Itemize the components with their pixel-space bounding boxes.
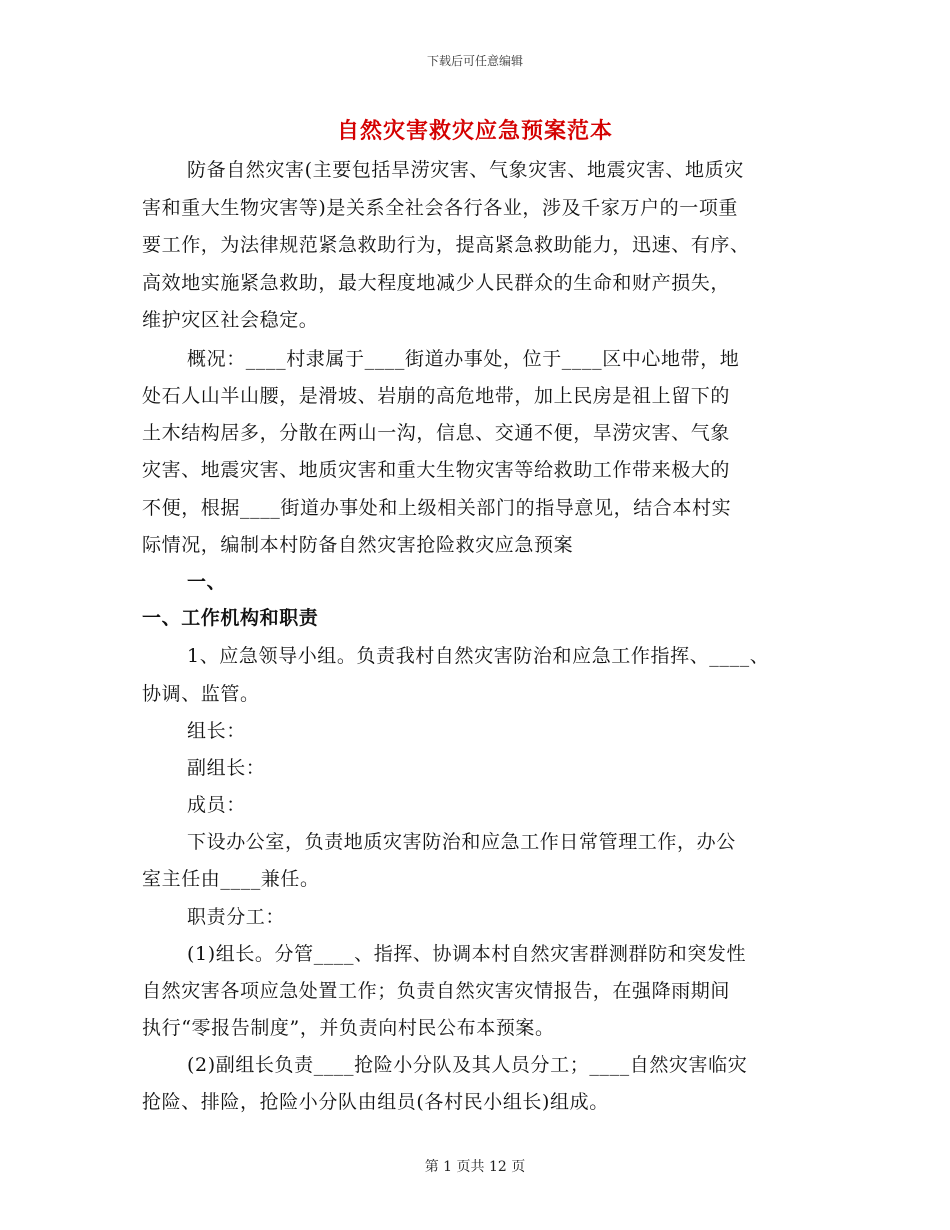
paragraph-line: (1)组长。分管____、指挥、协调本村自然灾害群测群防和突发性: [187, 943, 747, 965]
page-header: 下载后可任意编辑: [426, 54, 523, 68]
paragraph-line: 灾害、地震灾害、地质灾害和重大生物灾害等给救助工作带来极大的: [142, 459, 731, 481]
paragraph-line: 执行“零报告制度”，并负责向村民公布本预案。: [142, 1017, 555, 1039]
paragraph-line: 自然灾害各项应急处置工作；负责自然灾害灾情报告，在强降雨期间: [142, 980, 731, 1002]
paragraph-line: 概况：____村隶属于____街道办事处，位于____区中心地带，地: [187, 348, 740, 370]
paragraph-line: 维护灾区社会稳定。: [142, 309, 319, 331]
paragraph-line: 1、应急领导小组。负责我村自然灾害防治和应急工作指挥、____、: [187, 645, 770, 667]
document-title: 自然灾害救灾应急预案范本: [336, 118, 613, 144]
paragraph-line: 不便，根据____街道办事处和上级相关部门的指导意见，结合本村实: [142, 497, 732, 519]
paragraph-line: 际情况，编制本村防备自然灾害抢险救灾应急预案: [142, 534, 574, 556]
paragraph-line: 害和重大生物灾害等)是关系全社会各行各业，涉及千家万户的一项重: [142, 197, 739, 219]
paragraph-line: 要工作，为法律规范紧急救助行为，提高紧急救助能力，迅速、有序、: [142, 234, 750, 256]
paragraph-line: 协调、监管。: [142, 683, 260, 705]
paragraph-line: 下设办公室，负责地质灾害防治和应急工作日常管理工作，办公: [187, 831, 736, 853]
paragraph-line: 室主任由____兼任。: [142, 868, 320, 890]
role-line: 副组长：: [187, 757, 266, 779]
paragraph-line: 防备自然灾害(主要包括旱涝灾害、气象灾害、地震灾害、地质灾: [187, 159, 744, 181]
role-line: 成员：: [187, 794, 246, 816]
section-heading: 一、工作机构和职责: [142, 607, 319, 629]
paragraph-line: (2)副组长负责____抢险小分队及其人员分工；____自然灾害临灾: [187, 1054, 748, 1076]
section-number: 一、: [187, 571, 227, 593]
paragraph-line: 抢险、排险，抢险小分队由组员(各村民小组长)组成。: [142, 1091, 609, 1113]
paragraph-line: 土木结构居多，分散在两山一沟，信息、交通不便，旱涝灾害、气象: [142, 422, 731, 444]
paragraph-line: 职责分工：: [187, 906, 286, 928]
paragraph-line: 高效地实施紧急救助，最大程度地减少人民群众的生命和财产损失，: [142, 272, 731, 294]
page-footer: 第 1 页共 12 页: [424, 1159, 526, 1175]
role-line: 组长：: [187, 720, 246, 742]
paragraph-line: 处石人山半山腰，是滑坡、岩崩的高危地带，加上民房是祖上留下的: [142, 385, 731, 407]
